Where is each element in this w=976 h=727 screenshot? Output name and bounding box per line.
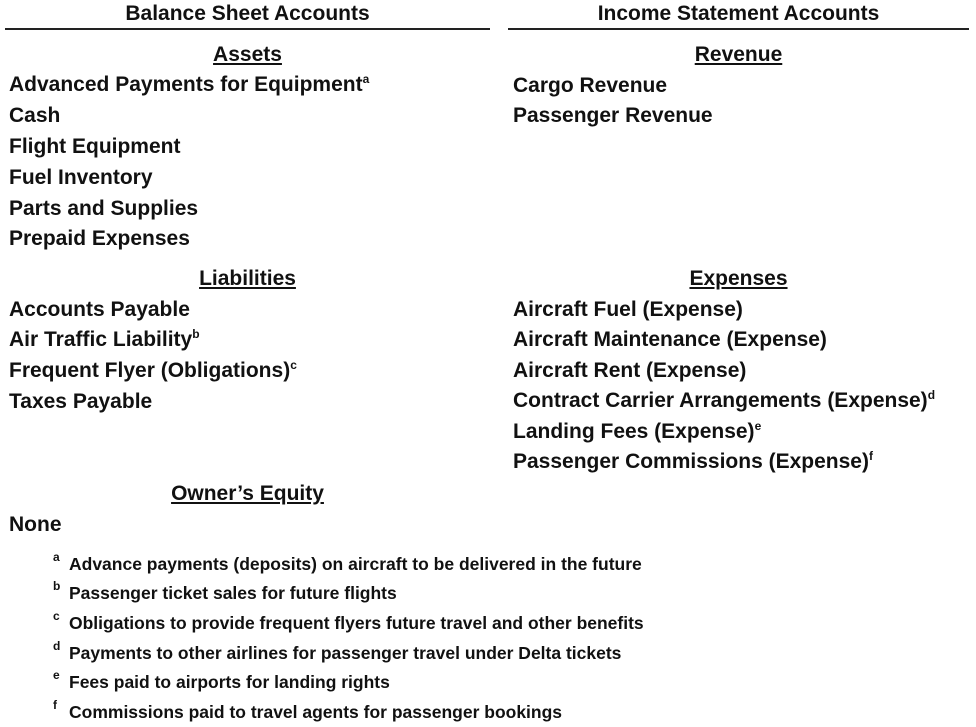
revenue-item: Cargo Revenue xyxy=(513,74,668,97)
footnote: f Commissions paid to travel agents for passenger bookings xyxy=(53,698,563,722)
expense-item: Landing Fees (Expense)$^e$ xyxy=(513,419,762,443)
asset-item: Advanced Payments for Equipment$^a$ xyxy=(9,72,370,96)
expenses-title: Expenses xyxy=(689,267,788,290)
expense-item: Aircraft Maintenance (Expense) xyxy=(513,328,827,351)
liability-item: Frequent Flyer (Obligations)$^c$ xyxy=(9,358,297,382)
footnote: e Fees paid to airports for landing rights xyxy=(53,668,390,692)
asset-item: Fuel Inventory xyxy=(9,166,153,189)
income-statement-header: Income Statement Accounts xyxy=(508,2,969,30)
liabilities-title: Liabilities xyxy=(199,267,296,290)
liability-item: Air Traffic Liability$^b$ xyxy=(9,327,200,351)
asset-item: Cash xyxy=(9,104,61,127)
balance-sheet-header: Balance Sheet Accounts xyxy=(5,2,490,30)
liability-item: Taxes Payable xyxy=(9,390,153,413)
asset-item: Parts and Supplies xyxy=(9,197,199,220)
footnote: b Passenger ticket sales for future flights xyxy=(53,579,397,603)
expense-item: Aircraft Fuel (Expense) xyxy=(513,298,743,321)
footnote: a Advance payments (deposits) on aircraft to be delivered in the future xyxy=(53,550,642,574)
equity-title: Owner’s Equity xyxy=(171,482,324,505)
expense-item: Passenger Commissions (Expense)$^f$ xyxy=(513,449,873,473)
revenue-title: Revenue xyxy=(694,43,783,66)
assets-title: Assets xyxy=(213,43,282,66)
equity-item: None xyxy=(9,513,62,536)
footnote: c Obligations to provide frequent flyers future travel and other benefits xyxy=(53,609,644,633)
footnote: d Payments to other airlines for passenger travel under Delta tickets xyxy=(53,639,622,663)
asset-item: Prepaid Expenses xyxy=(9,227,190,250)
liability-item: Accounts Payable xyxy=(9,298,190,321)
asset-item: Flight Equipment xyxy=(9,135,181,158)
revenue-item: Passenger Revenue xyxy=(513,104,713,127)
expense-item: Contract Carrier Arrangements (Expense)$^d$ xyxy=(513,388,936,412)
expense-item: Aircraft Rent (Expense) xyxy=(513,359,747,382)
